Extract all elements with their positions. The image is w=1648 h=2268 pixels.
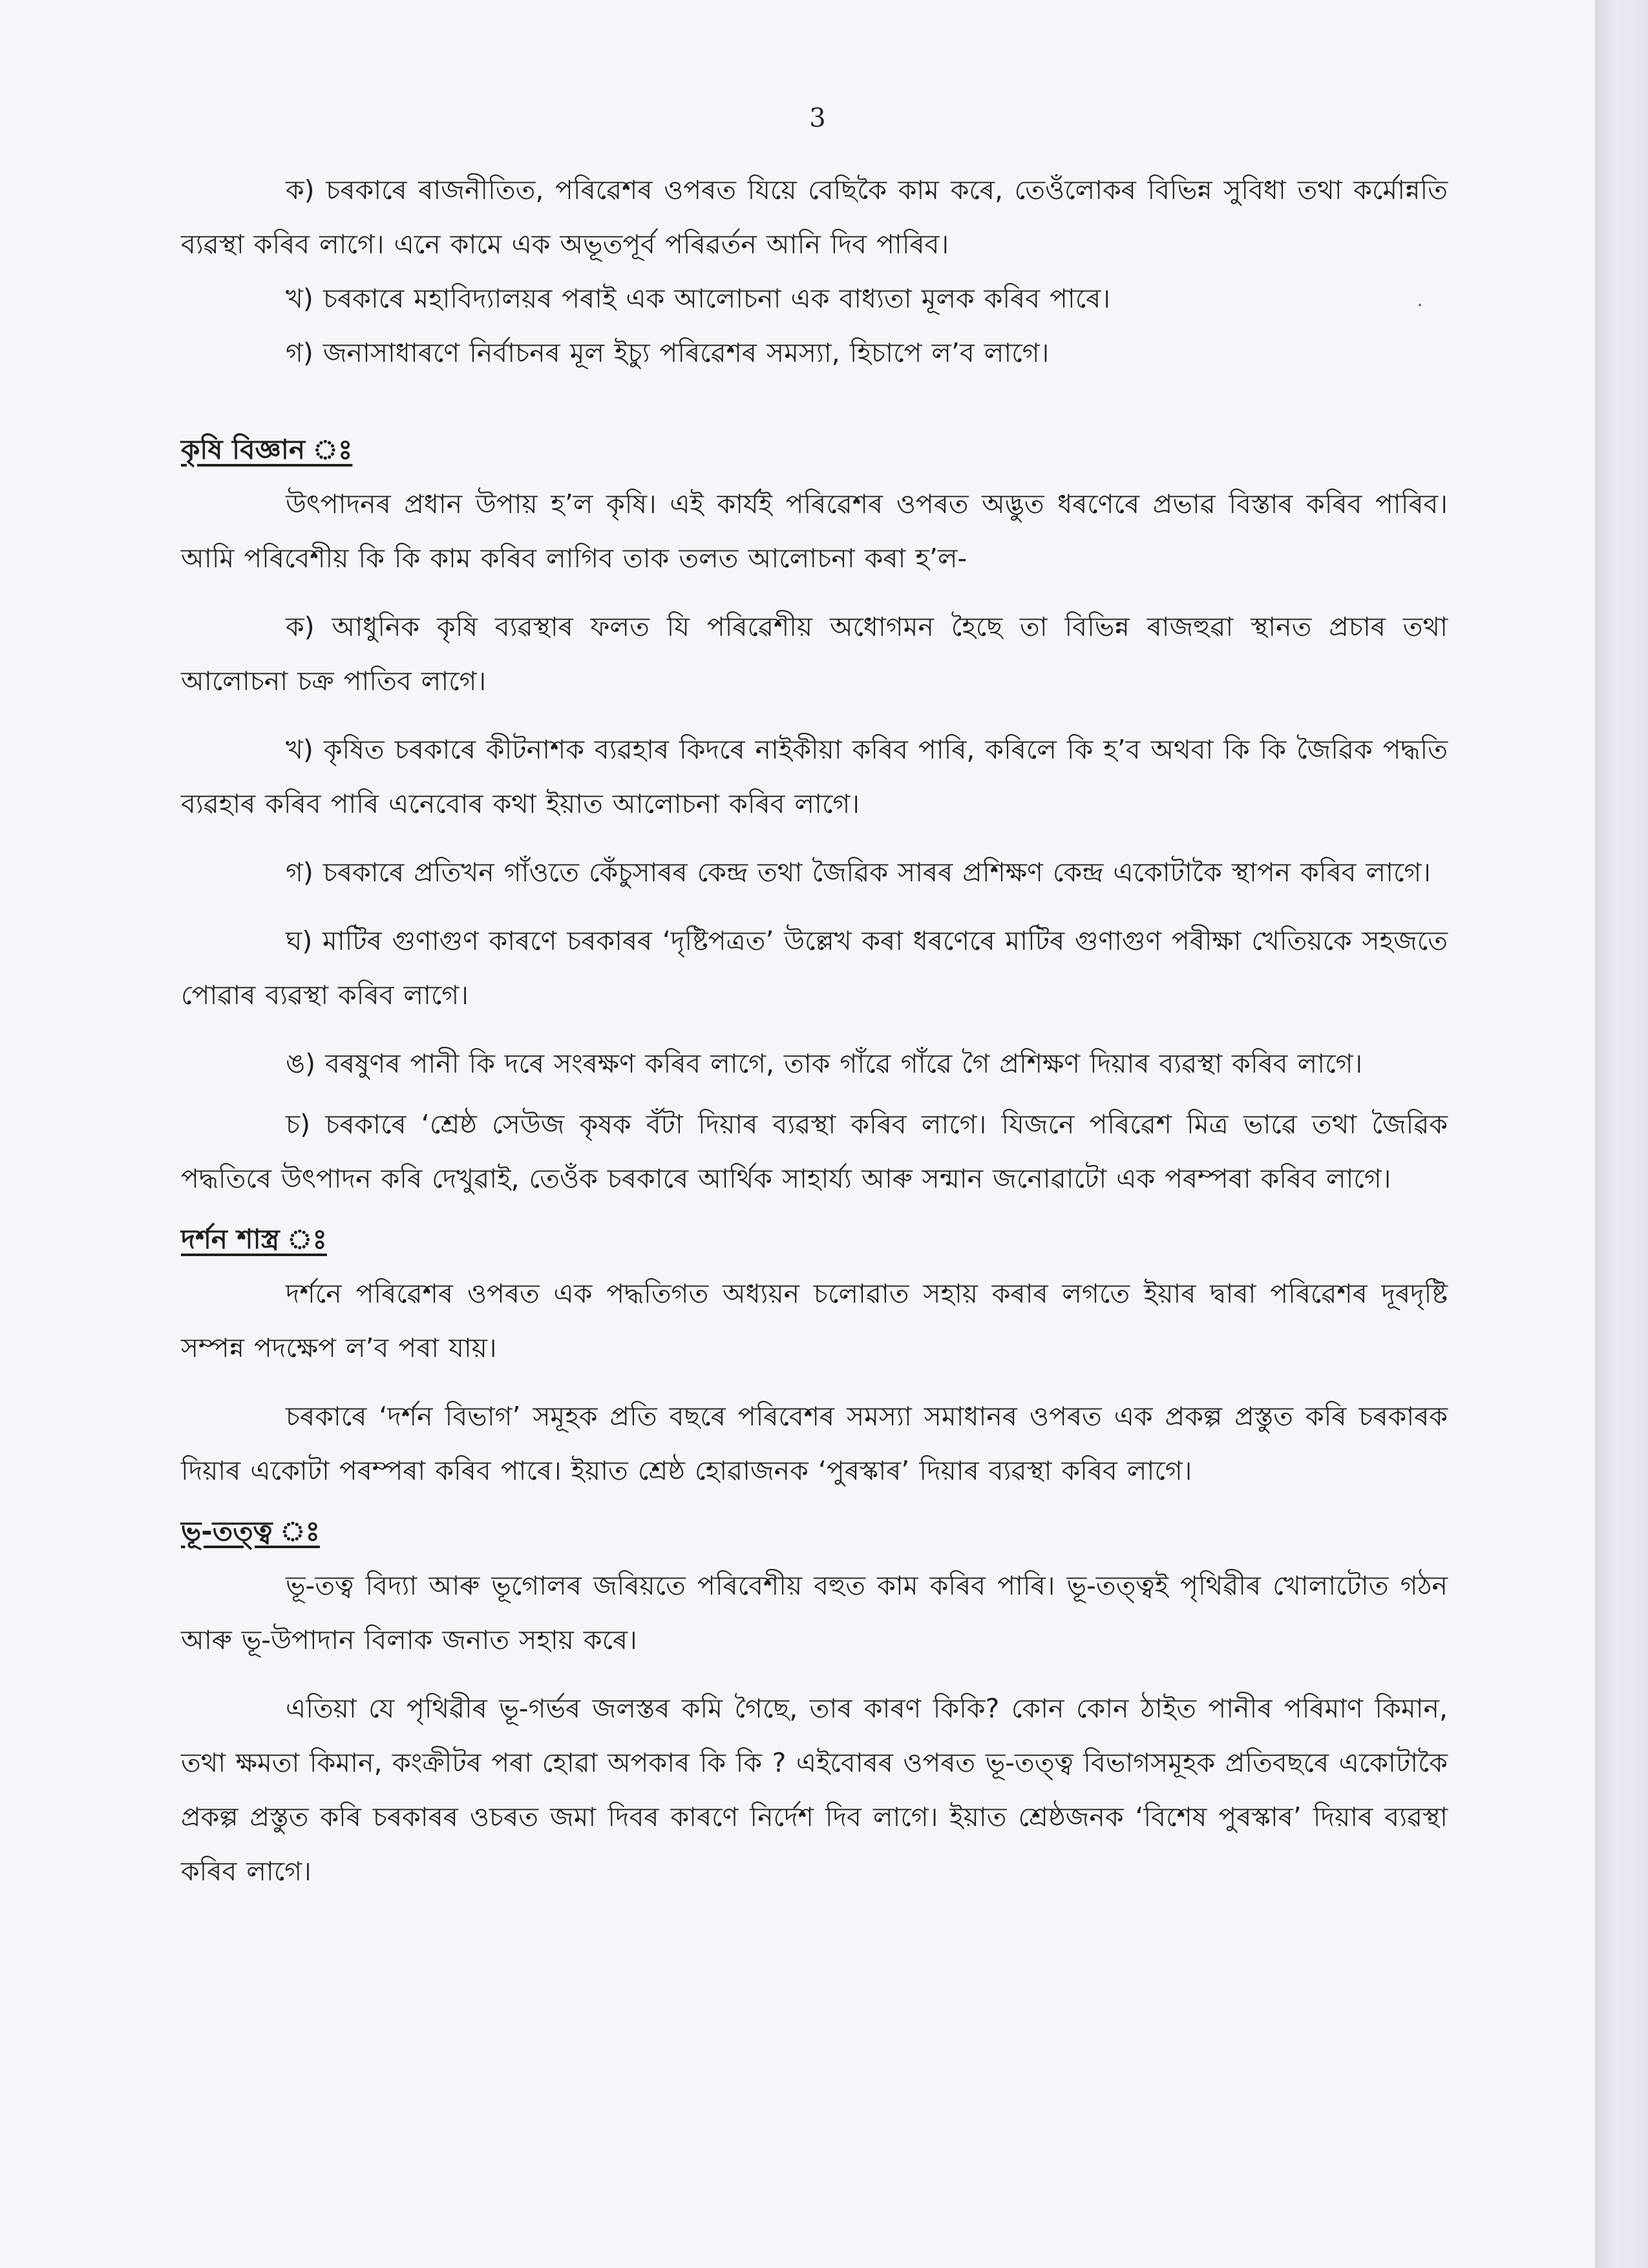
scan-speck [1419,304,1421,306]
agriculture-point-gha: ঘ) মাটিৰ গুণাগুণ কাৰণে চৰকাৰৰ ‘দৃষ্টিপত্ৰত’ উল্লেখ কৰা ধৰণেৰে মাটিৰ গুণাগুণ পৰীক্ষা খেতিয়কে সহজতে পোৱাৰ ব্যৱস্থা কৰিব লাগে। [181,925,1448,1011]
agriculture-point-kha: খ) কৃষিত চৰকাৰে কীটনাশক ব্যৱহাৰ কিদৰে নাইকীয়া কৰিব পাৰি, কৰিলে কি হ’ব অথবা কি কি জৈৱিক পদ্ধতি ব্যৱহাৰ কৰিব পাৰি এনেবোৰ কথা ইয়াত আলোচনা কৰিব লাগে। [181,734,1448,819]
section-heading-agriculture: কৃষি বিজ্ঞান ঃ [181,434,353,465]
philosophy-para-1: দৰ্শনে পৰিৱেশৰ ওপৰত এক পদ্ধতিগত অধ্যয়ন চলোৱাত সহায় কৰাৰ লগতে ইয়াৰ দ্বাৰা পৰিৱেশৰ দূৰদৃষ্টি সম্পন্ন পদক্ষেপ ল’ব পৰা যায়। [181,1278,1448,1363]
page-body [181,163,1448,1898]
geology-para-2: এতিয়া যে পৃথিৱীৰ ভূ-গৰ্ভৰ জলস্তৰ কমি গৈছে, তাৰ কাৰণ কিকি? কোন কোন ঠাইত পানীৰ পৰিমাণ কিমান, তথা ক্ষমতা কিমান, কংক্ৰীটৰ পৰা হোৱা অপকাৰ কি কি ? এইবোৰৰ ওপৰত ভূ-তত্ত্ব বিভাগসমূহক প্ৰতিবছৰে একোটাকৈ প্ৰকল্প প্ৰস্তুত কৰি চৰকাৰৰ ওচৰত জমা দিবৰ কাৰণে নিৰ্দেশ দিব লাগে। ইয়াত শ্ৰেষ্ঠজনক ‘বিশেষ পুৰস্কাৰ’ দিয়াৰ ব্যৱস্থা কৰিব লাগে। [181,1693,1448,1887]
geology-para-1: ভূ-তত্ব বিদ্যা আৰু ভূগোলৰ জৰিয়তে পৰিবেশীয় বহুত কাম কৰিব পাৰি। ভূ-তত্ত্বই পৃথিৱীৰ খোলাটোত গঠন আৰু ভূ-উপাদান বিলাক জনাত সহায় কৰে। [181,1570,1448,1655]
agriculture-point-uma: ঙ) বৰষুণৰ পানী কি দৰে সংৰক্ষণ কৰিব লাগে, তাক গাঁৱে গাঁৱে গৈ প্ৰশিক্ষণ দিয়াৰ ব্যৱস্থা কৰিব লাগে। [286,1048,1363,1079]
agriculture-point-ka: ক) আধুনিক কৃষি ব্যৱস্থাৰ ফলত যি পৰিৱেশীয় অধোগমন হৈছে তা বিভিন্ন ৰাজহুৱা স্থানত প্ৰচাৰ তথা আলোচনা চক্ৰ পাতিব লাগে। [181,611,1448,697]
agriculture-point-ga: গ) চৰকাৰে প্ৰতিখন গাঁওতে কেঁচুসাৰৰ কেন্দ্ৰ তথা জৈৱিক সাৰৰ প্ৰশিক্ষণ কেন্দ্ৰ একোটাকৈ স্থাপন কৰিব লাগে। [286,857,1431,888]
agriculture-point-ca: চ) চৰকাৰে ‘শ্ৰেষ্ঠ সেউজ কৃষক বঁটা দিয়াৰ ব্যৱস্থা কৰিব লাগে। যিজনে পৰিৱেশ মিত্ৰ ভাৱে তথা জৈৱিক পদ্ধতিৰে উৎপাদন কৰি দেখুৱাই, তেওঁক চৰকাৰে আৰ্থিক সাহাৰ্য্য আৰু সন্মান জনোৱাটো এক পৰম্পৰা কৰিব লাগে। [181,1109,1448,1194]
scan-edge [1595,0,1648,2268]
section-heading-philosophy: দৰ্শন শাস্ত্ৰ ঃ [181,1223,327,1255]
philosophy-para-2: চৰকাৰে ‘দৰ্শন বিভাগ’ সমূহক প্ৰতি বছৰে পৰিবেশৰ সমস্যা সমাধানৰ ওপৰত এক প্ৰকল্প প্ৰস্তুত কৰি চৰকাৰক দিয়াৰ একোটা পৰম্পৰা কৰিব পাৰে। ইয়াত শ্ৰেষ্ঠ হোৱাজনক ‘পুৰস্কাৰ’ দিয়াৰ ব্যৱস্থা কৰিব লাগে। [181,1401,1448,1486]
section-heading-geology: ভূ-তত্ত্ব ঃ [181,1515,320,1547]
recommendation-kha-college: খ) চৰকাৰে মহাবিদ্যালয়ৰ পৰাই এক আলোচনা এক বাধ্যতা মূলক কৰিব পাৰে। [286,283,1111,314]
agriculture-intro: উৎপাদনৰ প্ৰধান উপায় হ’ল কৃষি। এই কাৰ্যই পৰিৱেশৰ ওপৰত অদ্ভুত ধৰণেৰে প্ৰভাৱ বিস্তাৰ কৰিব পাৰিব। আমি পৰিবেশীয় কি কি কাম কৰিব লাগিব তাক তলত আলোচনা কৰা হ’ল- [181,488,1448,574]
page-number: 3 [809,103,826,133]
recommendation-ga-election: গ) জনাসাধাৰণে নিৰ্বাচনৰ মূল ইচ্যু পৰিৱেশৰ সমস্যা, হিচাপে ল’ব লাগে। [286,337,1050,368]
recommendation-ka-politics: ক) চৰকাৰে ৰাজনীতিত, পৰিৱেশৰ ওপৰত যিয়ে বেছিকৈ কাম কৰে, তেওঁলোকৰ বিভিন্ন সুবিধা তথা কৰ্মোন্নতি ব্যৱস্থা কৰিব লাগে। এনে কামে এক অভূতপূৰ্ব পৰিৱৰ্তন আনি দিব পাৰিব। [181,174,1448,260]
